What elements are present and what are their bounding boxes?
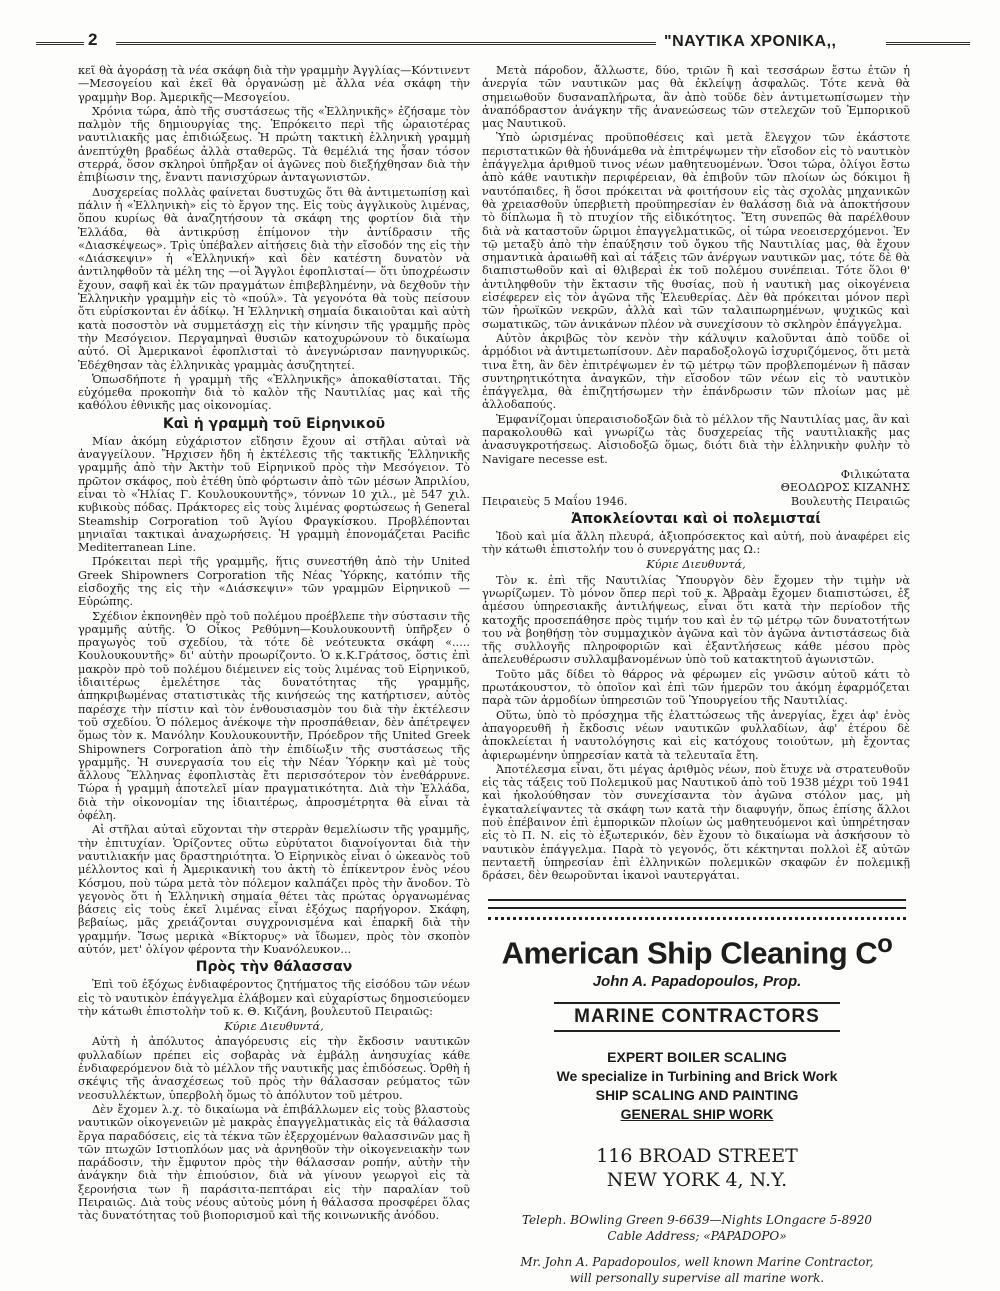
paragraph: Ὁπωσδήποτε ἡ γραμμὴ τῆς «Ἑλληνικῆς» ἀποκαθίσταται. Τῆς εὐχόμεθα προκοπὴν διὰ τὸ καλὸν τῆς Ναυτιλίας μας καὶ τῆς καθόλου ἐθνικῆς μας οἰκονομίας. [78,372,470,413]
paragraph: Ἐπὶ τοῦ ἐξόχως ἐνδιαφέροντος ζητήματος τῆς εἰσόδου τῶν νέων εἰς τὸ ναυτικὸν ἐπάγγελμα ἐλάβομεν καὶ εὐχαρίστως δημοσιεύομεν τὴν κάτωθι ἐπιστολὴν τοῦ κ. Θ. Κιζάνη, βουλευτοῦ Πειραιῶς: [78,978,470,1018]
advertisement [488,899,906,1286]
signature-closing: Φιλικώτατα [840,467,910,481]
paragraph: Τοῦτο μᾶς δίδει τὸ θάρρος νὰ φέρωμεν εἰς γνῶσιν αὐτοῦ κάτι τὸ πρωτάκουστον, τὸ ὁποῖον καὶ ἐπὶ τῶν ἡμερῶν του ἀκόμη ἐφαρμόζεται παρὰ τῶν ἁρμοδίων ὑπηρεσιῶν τοῦ Ὑπουργείου τῆς Ναυτιλίας. [482,667,910,708]
ad-note: Mr. John A. Papadopoulos, well known Marine Contractor, [520,1255,874,1270]
ad-dotted-rule [488,917,906,920]
paragraph: Ἀποτέλεσμα εἶναι, ὅτι μέγας ἀριθμὸς νέων, ποὺ ἔτυχε νὰ στρατευθοῦν εἰς τὰς τάξεις τοῦ Πολεμικοῦ μας Ναυτικοῦ ἀπὸ τοῦ 1938 μέχρι τοῦ 1941 καὶ ἠκολούθησαν τὸν συνεχίσαντα τὸν ἀγῶνα στόλον μας, μὴ ἐγκαταλείψαντες τὰ σκάφη των κατὰ τὴν διαφυγήν, ὅπως ἐπίσης ἄλλοι ποὺ ἐπέβαινον ἐπὶ ἐμπορικῶν πλοίων ὡς μαθητευόμενοι καὶ ὑπηρέτησαν εἰς τὸ Π. Ν. εἰς τὸ ἐξωτερικόν, δὲν ἔχουν τὸ δικαίωμα νὰ ἀσκήσουν τὸ ναυτικὸν ἐπάγγελμα. Παρὰ τὸ γεγονός, ὅτι κέκτηνται πολλοὶ ἐξ αὐτῶν πενταετῆ ὑπηρεσίαν ἐπὶ ἑλληνικῶν πολεμικῶν σκαφῶν ἐν πολεμικῇ δράσει, δὲν θεωροῦνται ἱκανοὶ ναυτεργάται. [482,762,910,883]
ad-phone: Teleph. BOwling Green 9-6639—Nights LOngacre 5-8920 [521,1213,872,1228]
page-number: 2 [88,30,98,49]
ad-cable: Cable Address; «PAPADOPO» [607,1229,787,1244]
header-rule [886,42,970,45]
header-rule [116,42,656,45]
section-heading: Πρὸς τὴν θάλασσαν [195,959,353,976]
ad-company-name-text: American Ship Cleaning C [501,935,878,971]
paragraph: Ἐμφανίζομαι ὑπεραισιοδοξῶν διὰ τὸ μέλλον τῆς Ναυτιλίας μας, ἂν καὶ παρακολουθῶ καὶ γνωρίζω τὰς δυσχερείας τῆς ναυτιλιακῆς μας ἀνασυγκροτήσεως. Αἰσιοδοξῶ ὅμως, διότι διὰ τὴν ἑλληνικὴν φυλὴν τὸ Navigare necesse est. [482,412,910,466]
paragraph: Οὕτω, ὑπὸ τὸ πρόσχημα τῆς ἐλαττώσεως τῆς ἀνεργίας, ἔχει ἀφ' ἑνὸς ἀπαγορευθῆ ἡ ἔκδοσις νέων ναυτικῶν φυλλαδίων, ἀφ' ἑτέρου δὲ ἀποκλείεται ἡ ναυτολόγησις καὶ εἰς κατόχους τοιούτων, μὴ ἔχοντας ἀφιερωμένην ὑπηρεσίαν κατὰ τὰ τελευταῖα ἔτη. [482,708,910,762]
signature-block [781,468,910,508]
ad-address-city: NEW YORK 4, N.Y. [606,1169,788,1192]
ad-note: will personally supervise all marine work. [569,1271,825,1286]
signature-title: Βουλευτὴς Πειραιῶς [790,494,910,508]
paragraph: Ἰδοὺ καὶ μία ἄλλη πλευρά, ἀξιοπρόσεκτος καὶ αὐτή, ποὺ ἀναφέρει εἰς τὴν κάτωθι ἐπιστολήν του ὁ συνεργάτης μας Ω.: [482,529,910,557]
paragraph: Αὐτὴ ἡ ἀπόλυτος ἀπαγόρευσις εἰς τὴν ἔκδοσιν ναυτικῶν φυλλαδίων πρέπει εἰς σοβαρὰς νὰ ἐμβάλῃ ἀνησυχίας κάθε ἐνδιαφερόμενον διὰ τὸ μέλλον τῆς ναυτικῆς μας ἐπιδόσεως. Ὀρθὴ ἡ σκέψις τῆς ἀνασχέσεως τοῦ πρὸς τὴν θάλασσαν ρεύματος τῶν νεοσυλλέκτων, ὑπερβολὴ ὅμως τὸ ἀπόλυτον τοῦ μέτρου. [78,1035,470,1102]
ad-company-name-sup: o [877,930,893,958]
paragraph: Χρόνια τώρα, ἀπὸ τῆς συστάσεως τῆς «Ἑλληνικῆς» ἐζήσαμε τὸν παλμὸν τῆς δημιουργίας της. Ἐπρόκειτο περὶ τῆς ὡραιοτέρας ναυτιλιακῆς μας ἐπιδιώξεως. Ἡ πρώτη τακτικὴ ἑλληνικὴ γραμμὴ ἀνεπτύχθη βραδέως ἀλλὰ σταθερῶς. Τὰ θεμέλιά της ἦσαν τόσον στερρά, ὅσον σκληροὶ ὑπῆρξαν οἱ ἀγῶνες ποὺ διεξήχθησαν διὰ τὴν ἐπιβίωσιν της, ἔναντι πανισχύρων ἀνταγωνιστῶν. [78,104,470,185]
masthead: "ΝΑΥΤΙΚΑ ΧΡΟΝΙΚΑ,, [664,33,837,50]
signature-name: ΘΕΟΔΩΡΟΣ ΚΙΖΑΝΗΣ [780,481,910,495]
paragraph: Ὑπὸ ὡρισμένας προϋποθέσεις καὶ μετὰ ἔλεγχον τῶν ἑκάστοτε περιστατικῶν θὰ ἠδυνάμεθα νὰ ἐπιτρέψωμεν τὴν εἴσοδον εἰς τὸ ναυτικὸν ἐπάγγελμα ἀριθμοῦ τινος νέων μαθητευομένων. Ὅσοι τώρα, ὀλίγοι ἔστω ἀπὸ κάθε ναυτικὴν περιφέρειαν, θὰ ἐπιβοῦν τῶν πλοίων ὡς δόκιμοι ἢ ναυτόπαιδες, ἢ ὅσοι πρόκειται νὰ φοιτήσουν εἰς τὰς σχολὰς μηχανικῶν θὰ χρειασθοῦν ὑπερβιετὴ προϋπηρεσίαν ἐν θαλάσσῃ διὰ νὰ ἀποκτήσουν τὸ δίπλωμα ἢ τὸ πτυχίον τῆς εἰδικότητος. Ἔτη συνεπῶς θὰ παρέλθουν διὰ νὰ καταστοῦν ὥριμοι ἐπαγγελματικῶς, οἱ τώρα νεοεισερχόμενοι. Ἐν τῷ μεταξὺ ἀπὸ τὴν ἐπαύξησιν τοῦ ὄγκου τῆς Ναυτιλίας μας, θὰ ἔχουν σημαντικὰ ἀραιωθῆ καὶ αἱ τάξεις τῶν ἀνέργων ναυτικῶν μας, τότε δὲ θὰ διαπιστωθοῦν καὶ αἱ θλιβεραὶ ἐκ τοῦ πολέμου συνέπειαι. Τότε ὅλοι θ' ἀντιληφθοῦν τὴν ἔκτασιν τῆς θυσίας, ποὺ ἡ ναυτικὴ μας οἰκογένεια εἰσέφερεν εἰς τὸν ἀγῶνα τῆς Ἐλευθερίας. Δὲν θὰ πρόκειται μόνον περὶ τῶν ἡρωϊκῶν νεκρῶν, ἀλλὰ καὶ τῶν ταλαιπωρημένων, ψυχικῶς καὶ σωματικῶς, τῶν ἀνικάνων πλέον νὰ συνεχίσουν τὸ σκληρὸν ἐπάγγελμα. [482,131,910,331]
ad-service-line: EXPERT BOILER SCALING [607,1049,787,1066]
signature-place-date: Πειραιεὺς 5 Μαΐου 1946. [482,494,628,508]
paragraph: Σχέδιον ἐκπονηθὲν πρὸ τοῦ πολέμου προέβλεπε τὴν σύστασιν τῆς γραμμῆς αὐτῆς. Ὁ Οἶκος Ρεθύμνη—Κουλουκουντῆ ὑπῆρξεν ὁ πραγωγὸς τοῦ σχεδίου, τὰ τότε δὲ νεότευκτα σκάφη «..... Κουλουκουντῆς» δι' αὐτὴν προωρίζοντο. Ὁ κ.Κ.Γράτσος, ὅστις ἐπὶ μακρὸν πρὸ τοῦ πολέμου διέμεινεν εἰς τοὺς λιμένας τοῦ Εἰρηνικοῦ, ἰδιαιτέρως ἐμελέτησε τὰς δυνατότητας τῆς γραμμῆς, ἀπηκριβωμένας στατιστικὰς τῆς κινήσεώς της κατήρτισεν, αὐτὸς παρέσχε τὴν πίστιν καὶ τὸν ἐνθουσιασμὸν του διὰ τὴν ἐκτέλεσιν τοῦ σχεδίου. Ὁ πόλεμος ἀνέκοψε τὴν προσπάθειαν, δὲν ἀπέτρεψεν ὅμως τὸν κ. Μανόλην Κουλουκουντῆν, Πρόεδρον τῆς United Greek Shipowners Corporation ἀπὸ τὴν ἐπιδίωξιν τῆς συστάσεως τῆς γραμμῆς. Ἡ συνεργασία του εἰς τὴν Νέαν Ὑόρκην καὶ μὲ τοὺς ἄλλους Ἕλληνας ἐφοπλιστὰς ἔτι περισσότερον τὸν ἐνεθάρρυνε. Τώρα ἡ γραμμὴ ἀποτελεῖ μίαν πραγματικότητα. Διὰ τὴν Ἑλλάδα, διὰ τὴν οἰκονομίαν της ἰδιαιτέρως, ἀπροσμέτρητα θὰ εἶναι τὰ ὀφέλη. [78,609,471,823]
section-heading: Καὶ ἡ γραμμὴ τοῦ Εἰρηνικοῦ [162,415,386,432]
letter-salutation: Κύριε Διευθυντά, [646,558,746,572]
paragraph: Μίαν ἀκόμη εὐχάριστον εἴδησιν ἔχουν αἱ στῆλαι αὐταὶ νὰ ἀναγγείλουν. Ἤρχισεν ἤδη ἡ ἐκτέλεσις τῆς τακτικῆς Ἑλληνικῆς γραμμῆς ἀπὸ τὴν Ἀκτὴν τοῦ Εἰρηνικοῦ πρὸς τὴν Μεσόγειον. Τὸ πρῶτον σκάφος, ποὺ ἐτέθη ὑπὸ φόρτωσιν ἀπὸ τῶν μέσων Ἀπριλίου, εἶναι τὸ «Ἡλίας Γ. Κουλουκουντῆς», τόννων 10 χιλ., μὲ 547 χιλ. κυβικοὺς πόδας. Πράκτορες εἰς τοὺς λιμένας φορτώσεως ἡ General Steamship Corporation τοῦ Ἁγίου Φραγκίσκου. Προβλέπονται μηνιαῖαι τακτικαὶ ἀναχωρήσεις. Ἡ γραμμὴ ἐπονομάζεται Pacific Mediterranean Line. [78,434,470,555]
ad-address-street: 116 BROAD STREET [596,1145,798,1168]
letter-salutation: Κύριε Διευθυντά, [224,1020,324,1034]
ad-heading: MARINE CONTRACTORS [554,1002,840,1032]
paragraph: Δυσχερείας πολλὰς φαίνεται δυστυχῶς ὅτι θὰ ἀντιμετωπίσῃ καὶ πάλιν ἡ «Ἑλληνικὴ» εἰς τὸ ἔργον της. Εἰς τοὺς ἀγγλικοὺς λιμένας, ὅπου κυρίως θὰ ἀναζητήσουν τὰ σκάφη της φορτίον διὰ τὴν Ἑλλάδα, θὰ ἀντικρύσῃ ἐπίμονον τὴν ἀντίδρασιν τῆς «Διασκέψεως». Τρὶς ὑπέβαλεν αἰτήσεις διὰ τὴν εἴσοδόν της εἰς τὴν «Διάσκεψιν» ἡ «Ἑλληνική» καὶ δὲν κατέστη δυνατὸν νὰ ἀντιληφθοῦν τὰ μέλη της —οἱ Ἄγγλοι ἐφοπλισταί— ὅτι ὑποχρέωσιν ἔχουν, σαφῆ καὶ ἐκ τῶν πραγμάτων ἐπιβεβλημένην, νὰ δεχθοῦν τὴν Ἑλληνικὴν γραμμὴν εἰς τὸ «πούλ». Τὰ γεγονότα θὰ τοὺς πείσουν ὅτι εὑρίσκονται ἐν ἀδίκῳ. Ἡ Ἑλληνικὴ σημαία δικαιοῦται καὶ αὐτὴ κατὰ ποσοστὸν νὰ συμμετάσχῃ εἰς τὴν κίνησιν τῆς γραμμῆς πρὸς τὴν Μεσόγειον. Περγαμηναὶ θυσιῶν κατοχυρώνουν τὸ δικαίωμα αὐτό. Οἱ Ἀμερικανοὶ ἐφοπλισταὶ τὸ ἀνεγνώρισαν πανηγυρικῶς. Ἐδέχθησαν τὰς ἑλληνικὰς γραμμὰς ἀσυζητητεί. [78,185,470,372]
paragraph: Μετὰ πάροδον, ἄλλωστε, δύο, τριῶν ἢ καὶ τεσσάρων ἔστω ἐτῶν ἡ ἀνεργία τῶν ναυτικῶν μας θὰ ἐκλείψῃ ἀσφαλῶς. Τότε κενὰ θὰ σημειωθοῦν δυσαναπλήρωτα, ἂν ἀπὸ τοῦδε δὲν ἀντιμετωπίσωμεν τὴν ἀναπόδραστον ἀνάγκην τῆς ἀνανεώσεως τῶν στελεχῶν τοῦ Ἐμπορικοῦ μας Ναυτικοῦ. [482,64,910,131]
left-column [78,64,470,1224]
paragraph: Αἱ στῆλαι αὐταὶ εὔχονται τὴν στερρὰν θεμελίωσιν τῆς γραμμῆς, τὴν ἐπιτυχίαν. Ὁρίζοντες οὕτω εὐρύτατοι διανοίγονται διὰ τὴν ναυτιλιακήν μας δραστηριότητα. Ὁ Εἰρηνικὸς εἶναι ὁ ὠκεανὸς τοῦ μέλλοντος καὶ ἡ Ἀμερικανικὴ του ἀκτὴ τὸ ἐπίκεντρον ἑνὸς νέου Κόσμου, ποὺ τώρα μετὰ τὸν πόλεμον καλπάζει πρὸς τὴν ἄνοδον. Τὸ γεγονὸς ὅτι ἡ Ἑλληνικὴ σημαία θέτει τὰς πρώτας ὀργανωμένας βάσεις εἰς τοὺς ἐκεῖ λιμένας εἶναι ἐξόχως παρήγορον. Σκάφη, βεβαίως, μᾶς χρειάζονται συγχρονισμένα καὶ ἐπαρκῆ διὰ τὴν γραμμήν. Ἴσως μερικὰ «Βίκτορυς» νὰ ἴδωμεν, πρὸς τὸν σκοπὸν αὐτόν, μετ' ὀλίγον φέροντα τὴν Κυανόλευκον... [78,823,470,956]
ad-service-line: We specialize in Turbining and Brick Work [556,1068,838,1085]
letter-signature [482,468,910,508]
paragraph: κεῖ θὰ ἀγοράσῃ τὰ νέα σκάφη διὰ τὴν γραμμὴν Ἀγγλίας—Κόντινεντ—Μεσογείου καὶ ἐκεῖ θὰ ὀργανώσῃ μὲ ἄλλα νέα σκάφη τὴν γραμμὴν Βορ. Ἀμερικῆς—Μεσογείου. [78,64,470,104]
header-rule [36,42,84,45]
paragraph: Δὲν ἔχομεν λ.χ. τὸ δικαίωμα νὰ ἐπιβάλλωμεν εἰς τοὺς βλαστοὺς ναυτικῶν οἰκογενειῶν μὲ μακρὰς ἐπαγγελματικὰς εἰς τὰ θάλασσια ἔργα παραδόσεις, εἰς τὰ τέκνα τῶν ἐξερχομένων θαλασσινῶν μας ἢ τῶν πτωχῶν Ιστιοπλόων μας νὰ ἀρνηθοῦν τὴν οἰκογενειακὴν των παράδοσιν, τὴν ἔμφυτον πρὸς τὴν θάλασσαν ροπήν, αὐτὴν τὴν ἀνάγκην διὰ τὴν ἐπιούσιον, διὰ νὰ γίνουν γεωργοὶ εἰς τὰ ξερονήσια των ἢ παράσιτα-πεπτάραι εἰς τὴν παραλίαν τοῦ Πειραιῶς. Διὰ τοὺς νέους αὐτοὺς μόνη ἡ θάλασσα προσφέρει ὅλας τὰς δυνατότητας τοῦ βιοπορισμοῦ καὶ τῆς κοινωνικῆς ἀνόδου. [78,1102,470,1223]
ad-border [488,899,906,909]
paragraph: Τὸν κ. ἐπὶ τῆς Ναυτιλίας Ὑπουργὸν δὲν ἔχομεν τὴν τιμὴν νὰ γνωρίζωμεν. Τὸ μόνον ὅπερ περὶ τοῦ κ. Ἀβραὰμ ἔχομεν διαπιστώσει, ἐξ ἀμέσου ὑπηρεσιακῆς ἀντιλήψεως, εἶναι ὅτι κατὰ τὴν περίοδον τῆς κατοχῆς προσεπάθησε πρὸς τιμήν του καὶ ἐν τῷ μέτρῳ τῶν δυνατοτήτων του νὰ βοηθήσῃ τὸν συμμαχικὸν ἀγῶνα καὶ τὸν ἀγῶνα ἀντιστάσεως διὰ τῆς συλλογῆς πληροφοριῶν καὶ ἐξαντλήσεως κάθε μέσου πρὸς ἀπελευθέρωσιν συλλαμβανομένων ὑπὸ τοῦ κατακτητοῦ ἀγωνιστῶν. [482,573,910,667]
paragraph: Αὐτὸν ἀκριβῶς τὸν κενὸν τὴν κάλυψιν καλοῦνται ἀπὸ τοῦδε οἱ ἁρμόδιοι νὰ ἀντιμετωπίσουν. Δὲν παραδοξολογῶ ἰσχυριζόμενος, ὅτι μετὰ τινα ἔτη, ἂν δὲν ἐπιτρέψωμεν ἐν τῷ μέτρῳ τῶν προβλεπομένων ἢ πᾶσαν συντηρητικότητα ἀναγκῶν, τὴν εἴσοδον τῶν νέων εἰς τὸ ναυτικὸν ἐπάγγελμα, θὰ ἐπιζητήσωμεν τὴν ἐπάνδρωσιν τῶν πλοίων μας μὲ ἀλλοδαπούς. [482,331,910,412]
ad-company-name [488,930,906,971]
page-header [36,30,970,56]
ad-proprietor: John A. Papadopoulos, Prop. [592,973,802,991]
ad-service-line: SHIP SCALING AND PAINTING [595,1087,799,1104]
paragraph: Πρόκειται περὶ τῆς γραμμῆς, ἥτις συνεστήθη ἀπὸ τὴν United Greek Shipowners Corporation τῆς Νέας Ὑόρκης, κατόπιν τῆς εἰσδοχῆς της εἰς τὴν «Διάσκεψιν» τῶν γραμμῶν Εἰρηνικοῦ — Εὐρώπης. [78,555,470,609]
right-column [482,64,910,884]
section-heading: Ἀποκλείονται καὶ οἱ πολεμισταί [571,510,821,527]
ad-service-line: GENERAL SHIP WORK [620,1106,774,1123]
